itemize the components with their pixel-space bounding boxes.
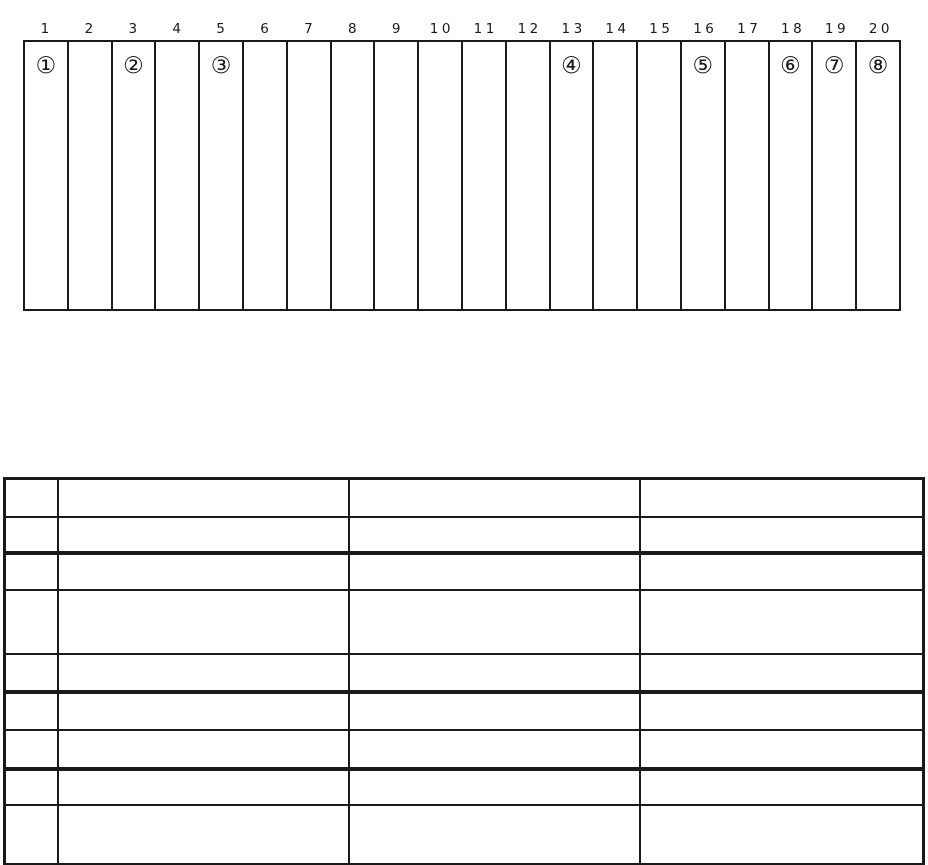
frame-19 [813, 42, 857, 309]
circled-number-mark: ④ [561, 53, 582, 79]
frame-number-11: 11 [473, 21, 498, 37]
frame-number-4: 4 [172, 21, 185, 37]
frame-8 [332, 42, 376, 309]
table-cell-r5-c4 [640, 654, 924, 692]
table-cell-r9-c2 [58, 805, 349, 865]
table-cell-r9-c4 [640, 805, 924, 865]
frame-2 [69, 42, 113, 309]
frame-number-13: 13 [561, 21, 586, 37]
frame-number-10: 10 [429, 21, 454, 37]
frame-16 [682, 42, 726, 309]
frame-7 [288, 42, 332, 309]
table-cell-r6-c2 [58, 692, 349, 730]
circled-number-mark: ③ [210, 53, 232, 79]
table-cell-r6-c4 [640, 692, 924, 730]
frame-number-9: 9 [391, 21, 404, 37]
table-cell-r2-c4 [640, 517, 924, 553]
frame-number-20: 20 [868, 21, 894, 37]
frame-3 [113, 42, 157, 309]
film-strip-diagram [23, 40, 901, 311]
table-row-8 [5, 769, 924, 805]
table-cell-r5-c1 [5, 654, 58, 692]
table-cell-r6-c1 [5, 692, 58, 730]
table-row-5 [5, 654, 924, 692]
frame-number-6: 6 [260, 21, 273, 37]
frame-number-15: 15 [649, 21, 674, 37]
blank-ruled-table [3, 477, 925, 865]
frame-14 [594, 42, 638, 309]
table-cell-r3-c1 [5, 553, 58, 590]
table-cell-r1-c3 [349, 479, 640, 517]
frame-number-17: 17 [737, 21, 762, 37]
circled-number-mark: ⑦ [823, 53, 845, 79]
frame-15 [638, 42, 682, 309]
table-cell-r7-c2 [58, 730, 349, 769]
table-cell-r4-c3 [349, 590, 640, 654]
table-cell-r2-c2 [58, 517, 349, 553]
circled-number-mark: ⑧ [867, 53, 889, 79]
table-cell-r1-c2 [58, 479, 349, 517]
table-cell-r2-c1 [5, 517, 58, 553]
frame-18 [770, 42, 814, 309]
table-cell-r8-c4 [640, 769, 924, 805]
table-cell-r8-c3 [349, 769, 640, 805]
frame-number-16: 16 [693, 21, 718, 37]
frame-4 [156, 42, 200, 309]
frame-number-8: 8 [348, 21, 361, 37]
table-cell-r6-c3 [349, 692, 640, 730]
table-cell-r3-c2 [58, 553, 349, 590]
table-cell-r8-c1 [5, 769, 58, 805]
table-cell-r3-c4 [640, 553, 924, 590]
frame-number-5: 5 [216, 21, 229, 37]
table-cell-r1-c4 [640, 479, 924, 517]
frame-1 [25, 42, 69, 309]
table-row-3 [5, 553, 924, 590]
table-cell-r7-c1 [5, 730, 58, 769]
frame-10 [419, 42, 463, 309]
table-row-9 [5, 805, 924, 865]
table-cell-r7-c3 [349, 730, 640, 769]
frame-17 [726, 42, 770, 309]
frame-number-2: 2 [84, 21, 97, 37]
circled-number-mark: ① [35, 53, 57, 79]
circled-number-mark: ② [123, 53, 144, 79]
frame-9 [375, 42, 419, 309]
table-cell-r9-c3 [349, 805, 640, 865]
circled-number-mark: ⑤ [692, 53, 714, 79]
frame-11 [463, 42, 507, 309]
frame-number-1: 1 [40, 21, 53, 37]
frame-number-14: 14 [605, 21, 630, 37]
frame-number-label-row [23, 20, 901, 38]
table-cell-r5-c2 [58, 654, 349, 692]
table-row-2 [5, 517, 924, 553]
frame-6 [244, 42, 288, 309]
table-row-6 [5, 692, 924, 730]
table-row-1 [5, 479, 924, 517]
frame-20 [857, 42, 899, 309]
table-cell-r4-c2 [58, 590, 349, 654]
frame-number-18: 18 [781, 21, 806, 37]
circled-number-mark: ⑥ [780, 53, 801, 79]
table-cell-r4-c4 [640, 590, 924, 654]
table-cell-r3-c3 [349, 553, 640, 590]
frame-13 [551, 42, 595, 309]
frame-number-3: 3 [128, 21, 141, 37]
table-cell-r7-c4 [640, 730, 924, 769]
table-cell-r2-c3 [349, 517, 640, 553]
table-cell-r9-c1 [5, 805, 58, 865]
frame-number-12: 12 [517, 21, 542, 37]
table-cell-r5-c3 [349, 654, 640, 692]
table-row-4 [5, 590, 924, 654]
table-cell-r1-c1 [5, 479, 58, 517]
frame-5 [200, 42, 244, 309]
frame-12 [507, 42, 551, 309]
table-cell-r8-c2 [58, 769, 349, 805]
table-row-7 [5, 730, 924, 769]
frame-number-7: 7 [304, 21, 317, 37]
frame-number-19: 19 [824, 21, 850, 37]
table-cell-r4-c1 [5, 590, 58, 654]
